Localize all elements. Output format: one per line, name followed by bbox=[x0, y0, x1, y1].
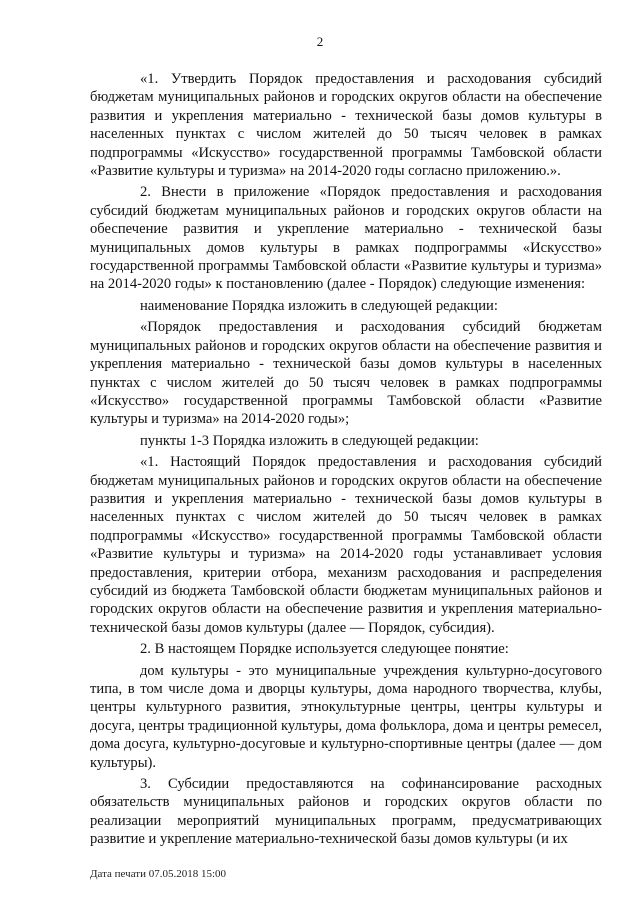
paragraph-5: пункты 1-3 Порядка изложить в следующей редакции: bbox=[140, 432, 479, 449]
page-number: 2 bbox=[316, 34, 324, 49]
paragraph-8: дом культуры - это муниципальные учреждения культурно-досугового типа, в том числе дома и дворцы культуры, дома народного творчества, клубы, центры культурного развития, этнокультурные центры, центры культуры и досуга, центры традиционной культуры, дома фольклора, дома и центры ремесел, дома досуга, культурно-досуговые и культурно-спортивные центры (далее — дом культуры). bbox=[90, 662, 602, 771]
print-date: Дата печати 07.05.2018 15:00 bbox=[90, 868, 227, 880]
paragraph-6: «1. Настоящий Порядок предоставления и расходования субсидий бюджетам муниципальных районов и городских округов области на обеспечение развития и укрепления материально - технической базы домов культуры в населенных пунктах с числом жителей до 50 тысяч человек в рамках подпрограммы «Искусство» государственной программы Тамбовской области «Развитие культуры и туризма» на 2014-2020 годы устанавливает условия предоставления, критерии отбора, механизм расходования и распределения субсидий из бюджета Тамбовской области бюджетам муниципальных районов и городских округов области на обеспечение развития и укрепления материально-технической базы домов культуры (далее — Порядок, субсидия). bbox=[90, 454, 602, 636]
paragraph-9: 3. Субсидии предоставляются на софинансирование расходных обязательств муниципальных районов и городских округов области по реализации мероприятий муниципальных программ, предусматривающих развитие и укрепление материально-технической базы домов культуры (и их bbox=[90, 776, 602, 848]
paragraph-4: «Порядок предоставления и расходования субсидий бюджетам муниципальных районов и городских округов области на обеспечение развития и укрепления материально - технической базы домов культуры в населенных пунктах с числом жителей до 50 тысяч человек в рамках подпрограммы «Искусство» государственной программы Тамбовской области «Развитие культуры и туризма» на 2014-2020 годы»; bbox=[90, 319, 602, 428]
paragraph-7: 2. В настоящем Порядке используется следующее понятие: bbox=[140, 641, 509, 658]
paragraph-3: наименование Порядка изложить в следующей редакции: bbox=[140, 297, 498, 314]
paragraph-2: 2. Внести в приложение «Порядок предоставления и расходования субсидий бюджетам муниципальных районов и городских округов области на обеспечение развития и укрепление материально - технической базы муниципальных домов культуры в рамках подпрограммы «Искусство» государственной программы Тамбовской области «Развитие культуры и туризма» на 2014-2020 годы» к постановлению (далее - Порядок) следующие изменения: bbox=[90, 184, 602, 293]
paragraph-1: «1. Утвердить Порядок предоставления и расходования субсидий бюджетам муниципальных районов и городских округов области на обеспечение развития и укрепления материально - технической базы домов культуры в населенных пунктах с числом жителей до 50 тысяч человек в рамках подпрограммы «Искусство» государственной программы Тамбовской области «Развитие культуры и туризма» на 2014-2020 годы согласно приложению.». bbox=[90, 71, 602, 180]
document-body bbox=[90, 70, 602, 849]
